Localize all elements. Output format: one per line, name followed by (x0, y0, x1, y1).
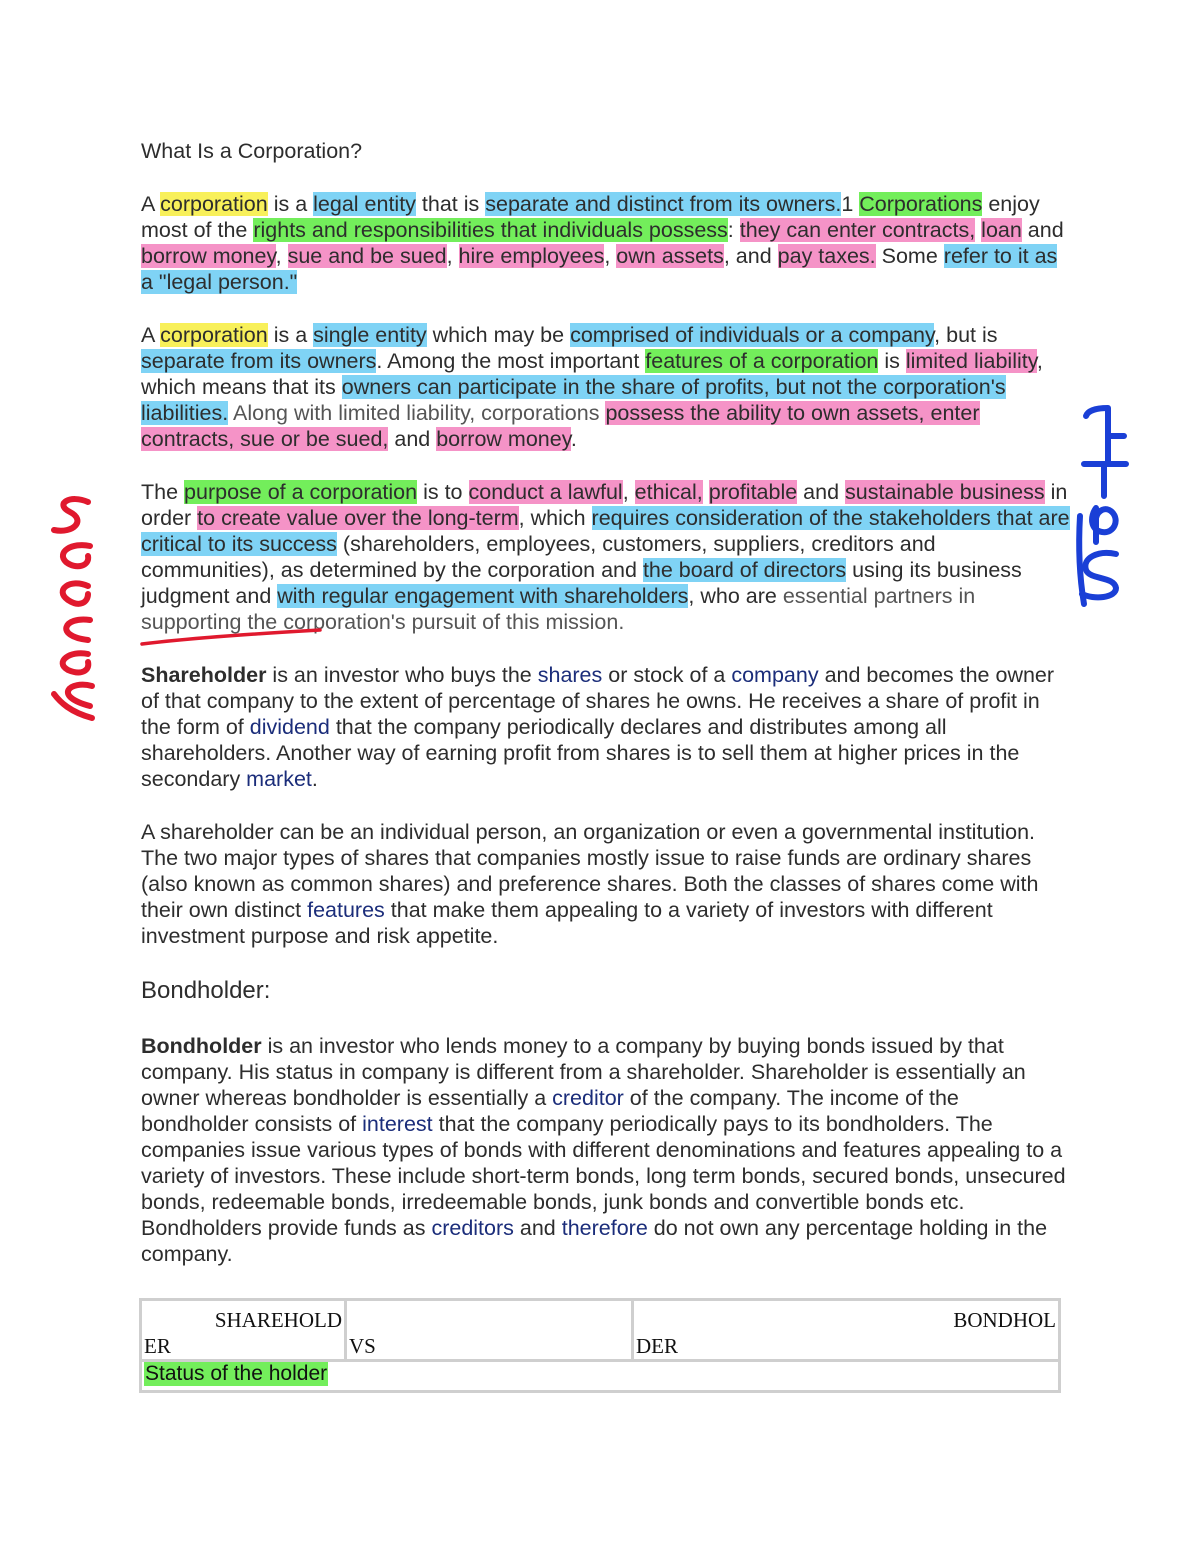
header-cell-bondholder: BONDHOL DER (633, 1300, 1060, 1361)
header-cell-vs: VS (346, 1300, 633, 1361)
link-interest[interactable]: interest (362, 1112, 433, 1136)
table-header-row (141, 1300, 1060, 1361)
comparison-table (139, 1298, 1061, 1393)
header-cell-shareholder: SHAREHOLD ER (141, 1300, 346, 1361)
heading-bondholder: Bondholder: (141, 977, 271, 1004)
paragraph-corporation-features: A corporation is a single entity which may be comprised of individuals or a company, but is separate from its owners. Among the most important features of a corporation is limited liability, which means that its owners can participate in the share of profits, but not the corporation's liabilities. Along with limited liability, corporations possess the ability to own assets, enter contracts, sue or be sued, and borrow money. (141, 323, 1043, 451)
blue-margin-handwriting (1068, 400, 1138, 610)
link-dividend[interactable]: dividend (249, 715, 330, 739)
page-title: What Is a Corporation? (141, 139, 363, 163)
link-company[interactable]: company (731, 663, 819, 687)
link-market[interactable]: market (246, 767, 312, 791)
table-row-status-cell (141, 1361, 1060, 1392)
link-therefore[interactable]: therefore (561, 1216, 648, 1240)
table-row (141, 1361, 1060, 1392)
document-body (141, 138, 1071, 1294)
link-features[interactable]: features (307, 898, 385, 922)
link-shares[interactable]: shares (537, 663, 603, 687)
paragraph-shareholder-types: A shareholder can be an individual person, an organization or even a governmental institution. The two major types of shares that companies mostly issue to raise funds are ordinary shares (also known as common shares) and preference shares. Both the classes of shares come with their own distinct features that make them appealing to a variety of investors with different investment purpose and risk appetite. (141, 820, 1039, 948)
paragraph-shareholder-definition: Shareholder is an investor who buys the shares or stock of a company and becomes the owner of that company to the extent of percentage of shares he owns. He receives a share of profit in the form of dividend that the company periodically declares and distributes among all shareholders. Another way of earning profit from shares is to sell them at higher prices in the secondary market. (141, 663, 1055, 791)
paragraph-corporation-purpose: The purpose of a corporation is to conduct a lawful, ethical, profitable and sustainable business in order to create value over the long-term, which requires consideration of the stakeholders that are critical to its success (shareholders, employees, customers, suppliers, creditors and communities), as determined by the corporation and the board of directors using its business judgment and with regular engagement with shareholders, who are essential partners in supporting the corporation's pursuit of this mission. (141, 480, 1070, 634)
link-creditors[interactable]: creditors (431, 1216, 514, 1240)
paragraph-corporation-definition: A corporation is a legal entity that is separate and distinct from its owners.1 Corporations enjoy most of the rights and responsibilities that individuals possess: they can enter contracts, loan and borrow money, sue and be sued, hire employees, own assets, and pay taxes. Some refer to it as a "legal person." (141, 192, 1064, 294)
red-underline-mark (140, 626, 325, 648)
row-label-status: Status of the holder (145, 1362, 328, 1385)
red-margin-handwriting (40, 490, 100, 730)
paragraph-bondholder-definition: Bondholder is an investor who lends money to a company by buying bonds issued by that company. His status in company is different from a shareholder. Shareholder is essentially an owner whereas bondholder is essentially a creditor of the company. The income of the bondholder consists of interest that the company periodically pays to its bondholders. The companies issue various types of bonds with different denominations and features appealing to a variety of investors. These include short-term bonds, long term bonds, secured bonds, unsecured bonds, redeemable bonds, irredeemable bonds, junk bonds and convertible bonds etc. Bondholders provide funds as creditors and therefore do not own any percentage holding in the company. (141, 1034, 1066, 1266)
link-creditor[interactable]: creditor (552, 1086, 624, 1110)
